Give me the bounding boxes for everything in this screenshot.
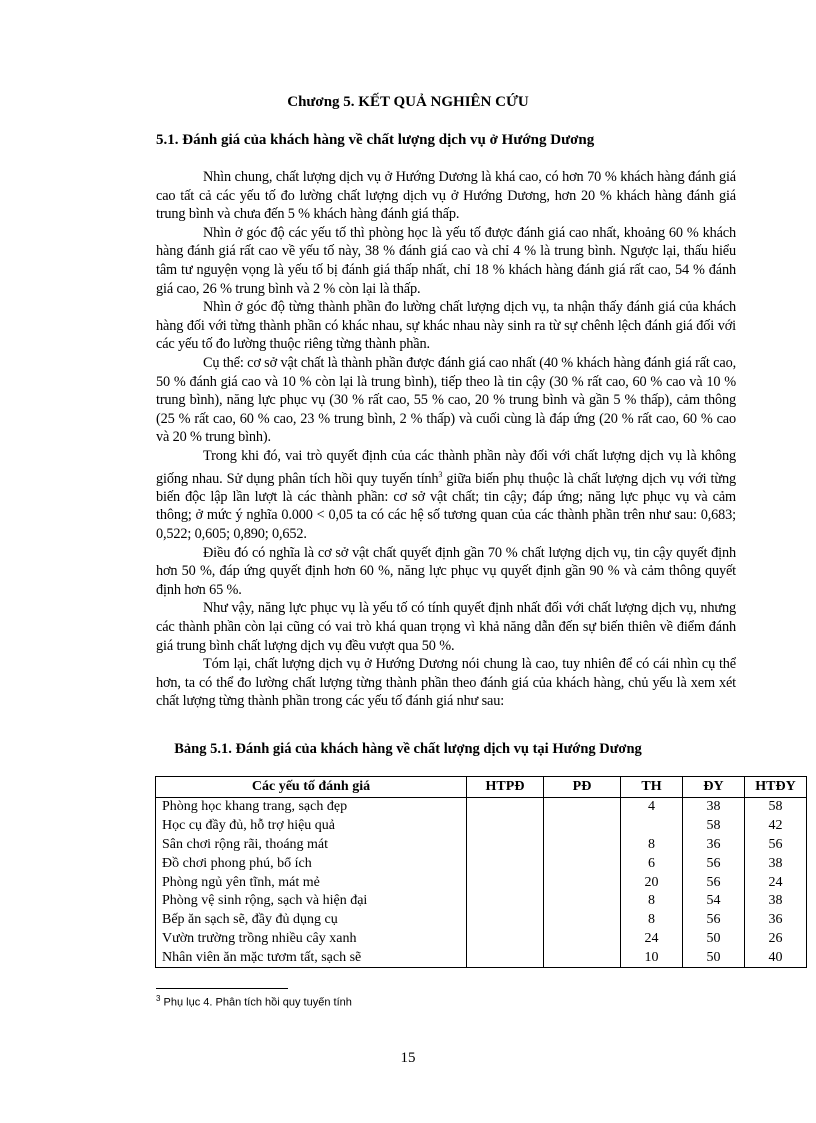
- pd-cell: [544, 854, 621, 873]
- criteria-cell: Học cụ đầy đủ, hỗ trợ hiệu quả: [156, 817, 467, 836]
- regression-text-before: Trong khi đó, vai trò quyết định của các thành phần này đối với chất lượng dịch vụ là không giống nhau. Sử dụng phân tích hồi quy tuyến tính: [156, 447, 736, 487]
- table-row: [156, 836, 807, 855]
- htpd-cell: [467, 873, 544, 892]
- pd-cell: [544, 836, 621, 855]
- footnote: [156, 994, 352, 1009]
- table-row: [156, 817, 807, 836]
- paragraph: Nhìn chung, chất lượng dịch vụ ở Hướng Dương là khá cao, có hơn 70 % khách hàng đánh giá cao tất cả các yếu tố đo lường chất lượng dịch vụ ở Hướng Dương, hơn 20 % khách hàng đánh giá trung bình và chưa đến 5 % khách hàng đánh giá thấp.: [156, 169, 736, 223]
- table-row: [156, 873, 807, 892]
- htdy-cell: 40: [745, 948, 807, 967]
- dy-cell: 50: [683, 948, 745, 967]
- table-header-row: [156, 777, 807, 798]
- pd-cell: [544, 948, 621, 967]
- pd-cell: [544, 873, 621, 892]
- dy-cell: 58: [683, 817, 745, 836]
- htdy-cell: 56: [745, 836, 807, 855]
- htpd-cell: [467, 930, 544, 949]
- footnote-mark: 3: [156, 994, 161, 1003]
- htdy-cell: 24: [745, 873, 807, 892]
- criteria-cell: Phòng vệ sinh rộng, sạch và hiện đại: [156, 892, 467, 911]
- htpd-cell: [467, 854, 544, 873]
- table-row: [156, 892, 807, 911]
- table-row: [156, 854, 807, 873]
- regression-text-after: giữa biến phụ thuộc là chất lượng dịch vụ với từng biến độc lập lần lượt là các thành phần: cơ sở vật chất; tin cậy; đáp ứng; năng lực phục vụ và cảm thông; ở mức ý nghĩa 0.000 < 0,05 ta có các hệ số tương quan của các thành phần trên như sau: 0,683; 0,522; 0,605; 0,890; 0,652.: [156, 470, 736, 543]
- pd-cell: [544, 817, 621, 836]
- dy-cell: 56: [683, 854, 745, 873]
- dy-cell: 38: [683, 798, 745, 817]
- htdy-cell: 38: [745, 892, 807, 911]
- htpd-cell: [467, 798, 544, 817]
- footnote-text: Phụ lục 4. Phân tích hồi quy tuyến tính: [163, 996, 352, 1009]
- th-cell: 24: [621, 930, 683, 949]
- dy-cell: 50: [683, 930, 745, 949]
- th-cell: 10: [621, 948, 683, 967]
- evaluation-table: [155, 776, 807, 968]
- paragraph: Như vậy, năng lực phục vụ là yếu tố có tính quyết định nhất đối với chất lượng dịch vụ, nhưng các thành phần còn lại cũng có vai trò khá quan trọng vì khả năng dẫn đến sự biến thiên về điểm đánh giá trung bình chất lượng dịch vụ đều vượt qua 50 %.: [156, 600, 736, 654]
- table-title: Bảng 5.1. Đánh giá của khách hàng về chất lượng dịch vụ tại Hướng Dương: [174, 741, 642, 757]
- chapter-title: Chương 5. KẾT QUẢ NGHIÊN CỨU: [287, 94, 529, 110]
- table-row: [156, 911, 807, 930]
- header-htpd: HTPĐ: [467, 777, 544, 798]
- header-th: TH: [621, 777, 683, 798]
- th-cell: 20: [621, 873, 683, 892]
- criteria-cell: Vườn trường trồng nhiều cây xanh: [156, 930, 467, 949]
- criteria-cell: Sân chơi rộng rãi, thoáng mát: [156, 836, 467, 855]
- htdy-cell: 38: [745, 854, 807, 873]
- dy-cell: 36: [683, 836, 745, 855]
- th-cell: 4: [621, 798, 683, 817]
- pd-cell: [544, 892, 621, 911]
- th-cell: 8: [621, 892, 683, 911]
- th-cell: 8: [621, 911, 683, 930]
- htpd-cell: [467, 948, 544, 967]
- criteria-cell: Đồ chơi phong phú, bổ ích: [156, 854, 467, 873]
- paragraph: Tóm lại, chất lượng dịch vụ ở Hướng Dương nói chung là cao, tuy nhiên để có cái nhìn cụ thể hơn, ta có thể đo lường chất lượng từng thành phần theo đánh giá của khách hàng, chủ yếu là xem xét chất lượng từng thành phần trong các yếu tố đánh giá như sau:: [156, 656, 736, 710]
- table-row: [156, 930, 807, 949]
- table-row: [156, 948, 807, 967]
- htpd-cell: [467, 911, 544, 930]
- criteria-cell: Nhân viên ăn mặc tươm tất, sạch sẽ: [156, 948, 467, 967]
- th-cell: [621, 817, 683, 836]
- th-cell: 6: [621, 854, 683, 873]
- htdy-cell: 26: [745, 930, 807, 949]
- dy-cell: 54: [683, 892, 745, 911]
- header-dy: ĐY: [683, 777, 745, 798]
- criteria-cell: Phòng học khang trang, sạch đẹp: [156, 798, 467, 817]
- th-cell: 8: [621, 836, 683, 855]
- regression-paragraph: [156, 447, 736, 544]
- page-number: 15: [400, 1050, 416, 1066]
- htdy-cell: 58: [745, 798, 807, 817]
- htdy-cell: 36: [745, 911, 807, 930]
- header-pd: PĐ: [544, 777, 621, 798]
- dy-cell: 56: [683, 873, 745, 892]
- header-criteria: Các yếu tố đánh giá: [156, 777, 467, 798]
- criteria-cell: Bếp ăn sạch sẽ, đầy đủ dụng cụ: [156, 911, 467, 930]
- pd-cell: [544, 930, 621, 949]
- section-title: 5.1. Đánh giá của khách hàng về chất lượng dịch vụ ở Hướng Dương: [156, 132, 595, 148]
- htpd-cell: [467, 817, 544, 836]
- table-row: [156, 798, 807, 817]
- pd-cell: [544, 911, 621, 930]
- paragraph: Cụ thể: cơ sở vật chất là thành phần được đánh giá cao nhất (40 % khách hàng đánh giá rất cao, 50 % đánh giá cao và 10 % còn lại là trung bình), tiếp theo là tin cậy (30 % rất cao, 60 % cao và 10 % trung bình), năng lực phục vụ (30 % rất cao, 55 % cao, 20 % trung bình và gần 5 % thấp), cảm thông (25 % rất cao, 60 % cao, 23 % trung bình, 2 % thấp) và cuối cùng là đáp ứng (20 % rất cao, 60 % cao và 20 % trung bình).: [156, 354, 736, 446]
- criteria-cell: Phòng ngủ yên tĩnh, mát mẻ: [156, 873, 467, 892]
- htpd-cell: [467, 836, 544, 855]
- body-text: [156, 168, 736, 711]
- paragraph: Điều đó có nghĩa là cơ sở vật chất quyết định gần 70 % chất lượng dịch vụ, tin cậy quyết định hơn 50 %, đáp ứng quyết định hơn 60 %, năng lực phục vụ quyết định gần 90 % và cảm thông quyết định hơn 65 %.: [156, 544, 736, 598]
- htdy-cell: 42: [745, 817, 807, 836]
- footnote-ref-mark[interactable]: 3: [438, 469, 443, 479]
- footnote-separator: [156, 988, 288, 989]
- dy-cell: 56: [683, 911, 745, 930]
- pd-cell: [544, 798, 621, 817]
- paragraph: Nhìn ở góc độ từng thành phần đo lường chất lượng dịch vụ, ta nhận thấy đánh giá của khách hàng đối với từng thành phần có khác nhau, sự khác nhau này sinh ra từ sự chênh lệch đánh giá đối với các yếu tố đo lường thuộc riêng từng thành phần.: [156, 299, 736, 353]
- header-htdy: HTĐY: [745, 777, 807, 798]
- paragraph: Nhìn ở góc độ các yếu tố thì phòng học là yếu tố được đánh giá cao nhất, khoảng 60 % khách hàng đánh giá rất cao về yếu tố này, 38 % đánh giá cao và chỉ 4 % là trung bình. Ngược lại, thấu hiểu tâm tư nguyện vọng là yếu tố bị đánh giá thấp nhất, chỉ 18 % khách hàng đánh giá rất cao, 54 % đánh giá cao, 26 % trung bình và 2 % còn lại là thấp.: [156, 224, 736, 297]
- htpd-cell: [467, 892, 544, 911]
